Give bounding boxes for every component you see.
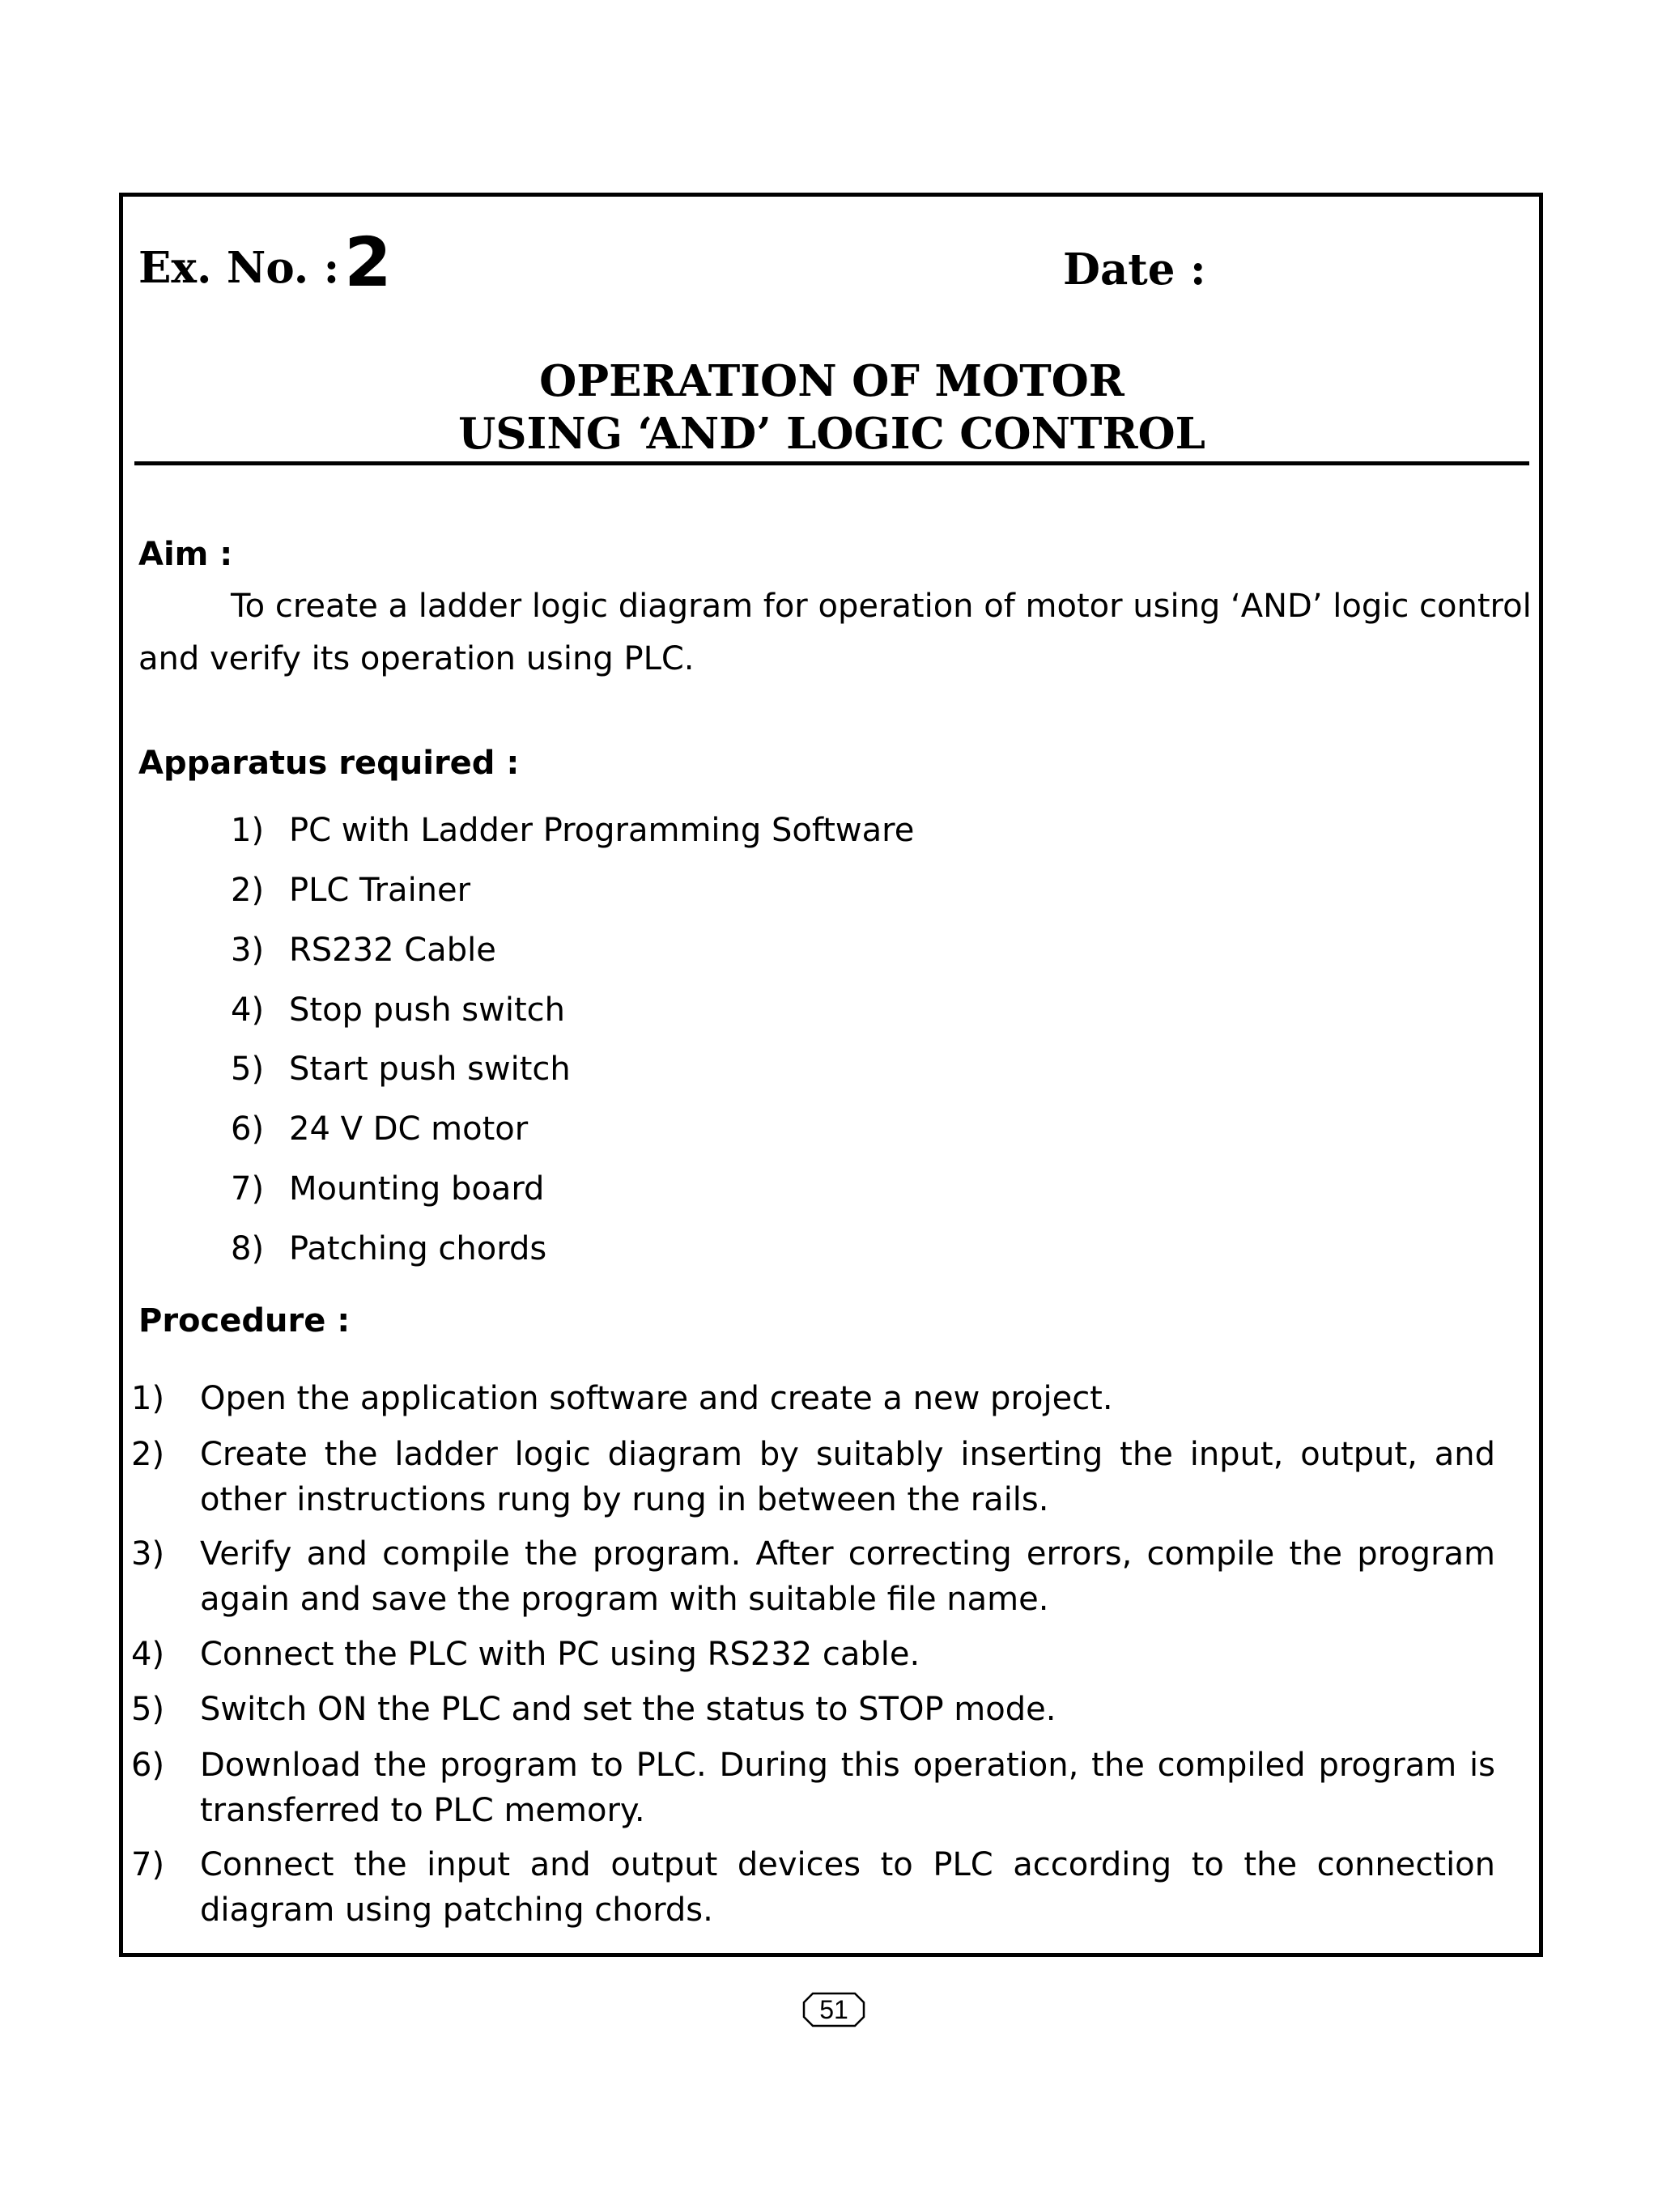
date-label: Date : (1063, 244, 1206, 295)
apparatus-item: 3) RS232 Cable (231, 932, 496, 969)
procedure-step-text: Download the program to PLC. During this operation, the compiled program is (200, 1747, 1495, 1784)
procedure-step-number: 7) (131, 1846, 165, 1883)
apparatus-item: 1) PC with Ladder Programming Software (231, 812, 915, 849)
procedure-step-text: Connect the input and output devices to PLC according to the connection (200, 1846, 1495, 1883)
apparatus-item: 4) Stop push switch (231, 991, 565, 1029)
apparatus-item: 6) 24 V DC motor (231, 1110, 529, 1148)
exercise-label: Ex. No. : (138, 243, 340, 293)
page-title-line-2: USING ‘AND’ LOGIC CONTROL (458, 409, 1205, 459)
aim-text-line-1: To create a ladder logic diagram for operation of motor using ‘AND’ logic control (231, 588, 1532, 625)
apparatus-heading: Apparatus required : (138, 745, 520, 782)
page-title-line-1: OPERATION OF MOTOR (539, 356, 1124, 406)
procedure-step-number: 6) (131, 1747, 165, 1784)
apparatus-item: 7) Mounting board (231, 1170, 545, 1208)
aim-heading: Aim : (138, 536, 233, 573)
procedure-step-number: 1) (131, 1380, 165, 1417)
exercise-number-value: 2 (344, 223, 392, 302)
procedure-step-number: 2) (131, 1436, 165, 1473)
procedure-step-text: other instructions rung by rung in between the rails. (200, 1481, 1049, 1518)
apparatus-item: 5) Start push switch (231, 1051, 571, 1088)
procedure-step-text: Create the ladder logic diagram by suitably inserting the input, output, and (200, 1436, 1495, 1473)
page-number-text: 51 (819, 1995, 848, 2024)
title-divider (134, 461, 1529, 465)
procedure-heading: Procedure : (138, 1302, 351, 1340)
procedure-step-text: diagram using patching chords. (200, 1891, 713, 1929)
procedure-step-text: Open the application software and create a new project. (200, 1380, 1113, 1417)
procedure-step-text: Connect the PLC with PC using RS232 cable. (200, 1636, 920, 1673)
page-number (801, 1991, 866, 2028)
procedure-step-text: Switch ON the PLC and set the status to STOP mode. (200, 1691, 1056, 1728)
aim-text-line-2: and verify its operation using PLC. (138, 640, 695, 677)
procedure-step-number: 5) (131, 1691, 165, 1728)
exercise-number (138, 223, 392, 302)
procedure-step-text: Verify and compile the program. After correcting errors, compile the program (200, 1535, 1495, 1573)
procedure-step-number: 3) (131, 1535, 165, 1573)
procedure-step-number: 4) (131, 1636, 165, 1673)
procedure-step-text: again and save the program with suitable file name. (200, 1581, 1049, 1618)
apparatus-item: 2) PLC Trainer (231, 872, 471, 909)
apparatus-item: 8) Patching chords (231, 1230, 547, 1267)
procedure-step-text: transferred to PLC memory. (200, 1792, 645, 1829)
